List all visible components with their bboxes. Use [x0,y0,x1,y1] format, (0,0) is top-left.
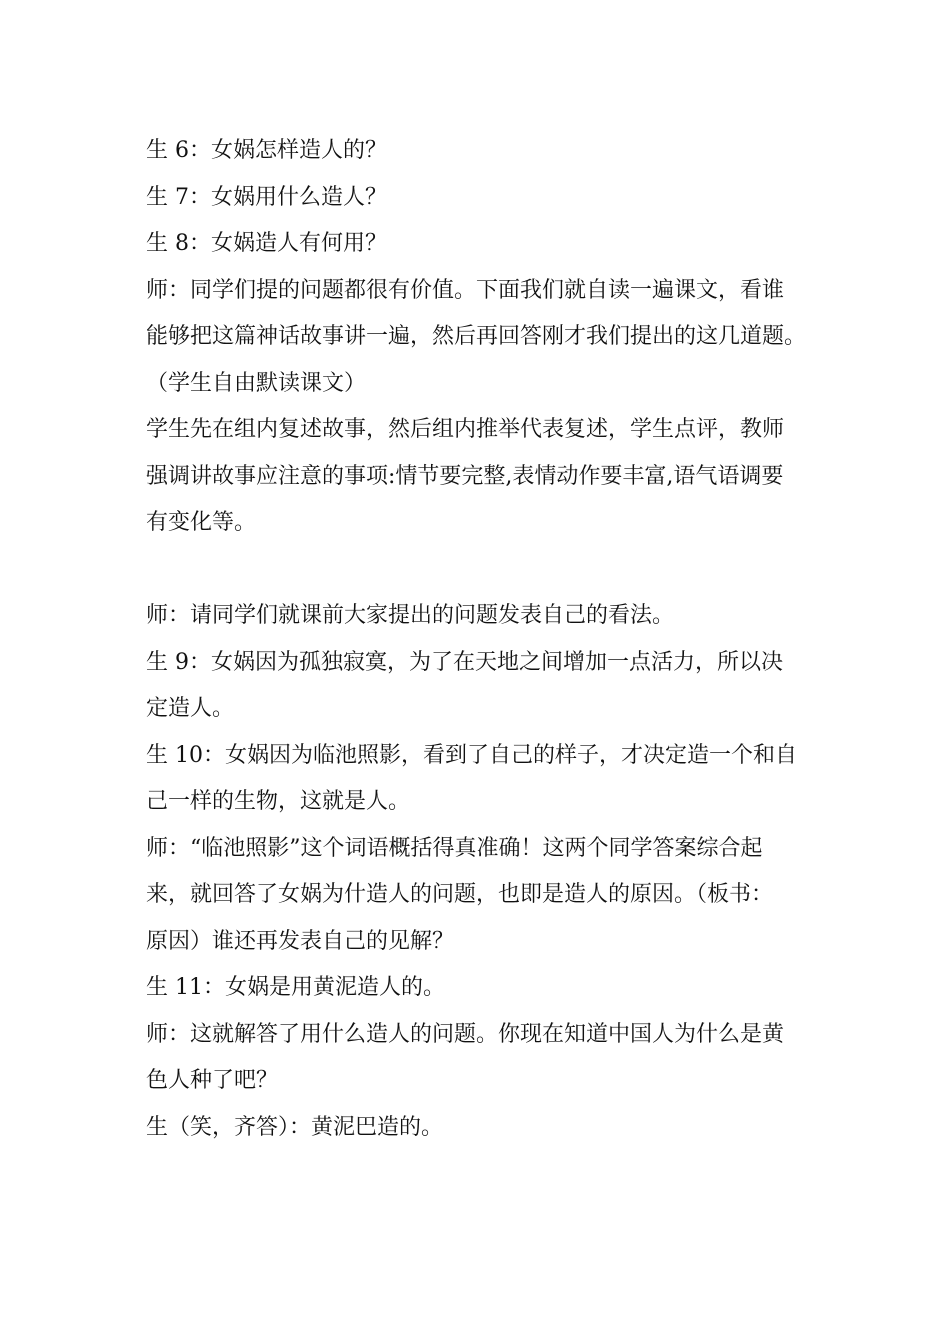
text-line: 原因）谁还再发表自己的见解？ [146,928,455,954]
text-line: 有变化等。 [146,510,257,535]
paragraph-retelling [146,407,816,547]
document-body [146,128,816,1151]
paragraph-student-7 [146,175,816,222]
text-line: 生 8：女娲造人有何用？ [146,231,387,256]
text-line: 色人种了吧？ [146,1068,279,1093]
text-line: 师：这就解答了用什么造人的问题。你现在知道中国人为什么是黄 [146,1021,785,1047]
paragraph-student-8 [146,221,816,268]
text-line: 生 7：女娲用什么造人？ [146,184,387,210]
text-line: 生（笑，齐答）：黄泥巴造的。 [146,1114,444,1140]
text-line: 生 11：女娲是用黄泥造人的。 [146,975,445,1000]
text-line: （学生自由默读课文） [146,370,367,396]
paragraph-teacher-summary [146,826,816,966]
paragraph-teacher-reading [146,268,816,408]
text-line: 师：请同学们就课前大家提出的问题发表自己的看法。 [146,603,675,628]
paragraph-student-11 [146,965,816,1012]
text-line: 生 10：女娲因为临池照影，看到了自己的样子，才决定造一个和自 [146,742,797,768]
paragraph-student-9 [146,640,816,733]
text-line: 强调讲故事应注意的事项:情节要完整,表情动作要丰富,语气语调要 [146,463,784,489]
text-line: 来，就回答了女娲为什造人的问题，也即是造人的原因。（板书： [146,882,774,907]
text-line: 师：同学们提的问题都很有价值。下面我们就自读一遍课文，看谁 [146,277,785,303]
text-line: 生 9：女娲因为孤独寂寞，为了在天地之间增加一点活力，所以决 [146,649,783,675]
paragraph-student-10 [146,733,816,826]
text-line: 己一样的生物，这就是人。 [146,789,411,814]
text-line: 学生先在组内复述故事，然后组内推举代表复述，学生点评，教师 [146,417,785,442]
paragraph-teacher-prompt [146,593,816,640]
paragraph-teacher-question [146,1012,816,1105]
text-line: 能够把这篇神话故事讲一遍，然后再回答刚才我们提出的这几道题。 [146,324,807,349]
blank-line [146,547,816,594]
text-line: 定造人。 [146,696,235,721]
text-line: 师：“临池照影”这个词语概括得真准确！这两个同学答案综合起 [146,835,763,861]
paragraph-students-answer [146,1105,816,1152]
paragraph-student-6 [146,128,816,175]
text-line: 生 6：女娲怎样造人的？ [146,138,387,163]
